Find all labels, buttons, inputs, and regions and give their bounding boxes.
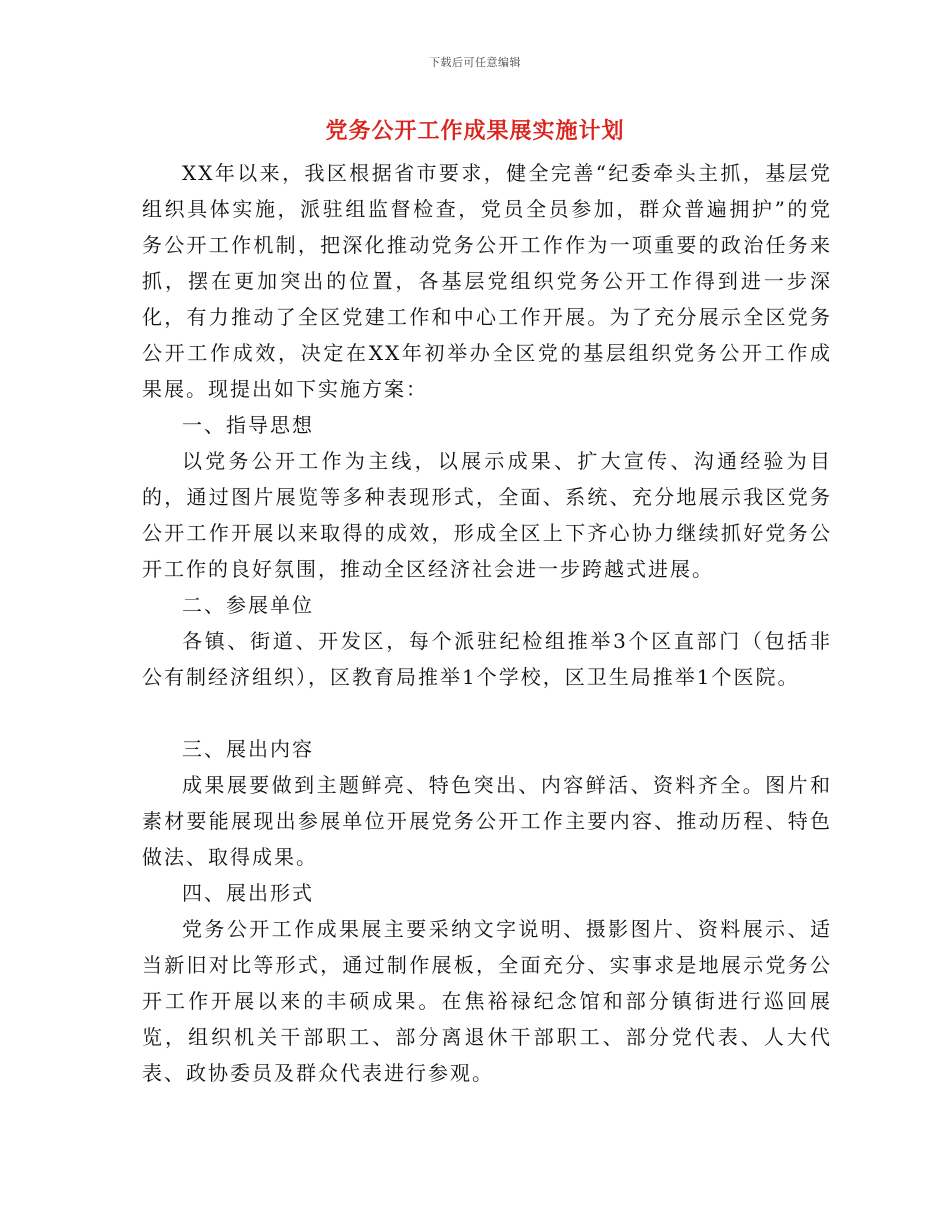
section-heading-exhibit-form: 四、展出形式 [182,881,314,905]
paragraph-guiding-ideology: 以党务公开工作为主线，以展示成果、扩大宣传、沟通经验为目的，通过图片展览等多种表现形式，全面、系统、充分地展示我区党务公开工作开展以来取得的成效，形成全区上下齐心协力继续抓好党务公开工作的良好氛围，推动全区经济社会进一步跨越式进展。 [142,449,832,581]
document-body [142,155,832,1091]
paragraph-participants: 各镇、街道、开发区，每个派驻纪检组推举3个区直部门（包括非公有制经济组织），区教育局推举1个学校，区卫生局推举1个医院。 [142,629,832,689]
section-heading-guiding-ideology: 一、指导思想 [182,413,314,437]
paragraph-exhibit-content: 成果展要做到主题鲜亮、特色突出、内容鲜活、资料齐全。图片和素材要能展现出参展单位开展党务公开工作主要内容、推动历程、特色做法、取得成果。 [142,773,832,869]
paragraph-exhibit-form: 党务公开工作成果展主要采纳文字说明、摄影图片、资料展示、适当新旧对比等形式，通过制作展板，全面充分、实事求是地展示党务公开工作开展以来的丰硕成果。在焦裕禄纪念馆和部分镇街进行巡回展览，组织机关干部职工、部分离退休干部职工、部分党代表、人大代表、政协委员及群众代表进行参观。 [142,917,832,1085]
document-title: 党务公开工作成果展实施计划 [325,118,625,144]
section-heading-exhibit-content: 三、展出内容 [182,737,314,761]
header-note: 下载后可任意编辑 [429,56,521,69]
blank-line [142,695,832,731]
intro-paragraph: XX年以来，我区根据省市要求，健全完善“纪委牵头主抓，基层党组织具体实施，派驻组监督检查，党员全员参加，群众普遍拥护”的党务公开工作机制，把深化推动党务公开工作作为一项重要的政治任务来抓，摆在更加突出的位置，各基层党组织党务公开工作得到进一步深化，有力推动了全区党建工作和中心工作开展。为了充分展示全区党务公开工作成效，决定在XX年初举办全区党的基层组织党务公开工作成果展。现提出如下实施方案： [142,161,832,401]
section-heading-participants: 二、参展单位 [182,593,314,617]
